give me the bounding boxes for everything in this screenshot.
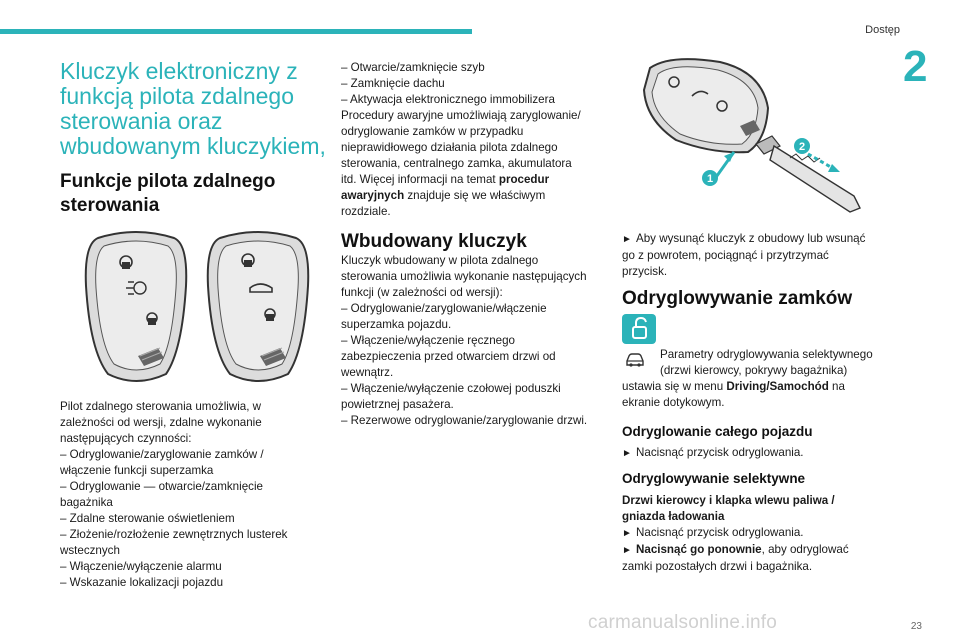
selective-setting-note-cont: ustawia się w menu Driving/Samochód na ekranie dotykowym.	[622, 380, 845, 409]
chapter-number: 2	[903, 42, 928, 91]
key-extraction-illustration	[630, 48, 880, 220]
arrow-bullet-icon: ►	[622, 234, 632, 245]
arrow-2-icon	[808, 154, 840, 172]
remote-keys-illustration	[76, 226, 316, 391]
callout-1	[702, 170, 718, 186]
page-number: 23	[910, 621, 922, 632]
arrow-bullet-icon: ►	[622, 528, 632, 539]
key-fob-right-icon	[208, 232, 309, 381]
watermark: carmanualsonline.info	[588, 612, 778, 633]
key-fob-icon	[644, 59, 768, 152]
remote-functions-continued: – Otwarcie/zamknięcie szyb – Zamknięcie dachu – Aktywacja elektronicznego immobilizera Procedury awaryjne umożliwiają zaryglowanie/ odryglowanie zamków w przypadku nieprawidłowego działania pilota zdalnego sterowania, centralnego zamka, akumulatora itd. Więcej informacji na temat procedur awaryjnych znajduje się we właściwym rozdziale.	[341, 61, 581, 218]
key-extraction-text: ► Aby wysunąć kluczyk z obudowy lub wsunąć go z powrotem, pociągnąć i przytrzymać przycisk.	[622, 232, 866, 278]
page-title: Kluczyk elektroniczny z funkcją pilota zdalnego sterowania oraz wbudowanym kluczykiem,	[60, 58, 326, 159]
section-name: Dostęp	[865, 24, 900, 36]
unlock-icon	[622, 314, 656, 344]
header-accent-bar	[0, 29, 472, 34]
svg-text:2: 2	[798, 141, 806, 153]
arrow-bullet-icon: ►	[622, 545, 632, 556]
heading-selective-unlock: Odryglowywanie selektywne	[622, 471, 806, 486]
full-unlock-step: ► Nacisnąć przycisk odryglowania.	[622, 445, 892, 462]
arrow-bullet-icon: ►	[622, 448, 632, 459]
svg-text:1: 1	[706, 173, 714, 185]
callout-2	[794, 138, 810, 154]
built-in-key-text: Kluczyk wbudowany w pilota zdalnego sterowania umożliwia wykonanie następujących funkcji (w zależności od wersji): – Odryglowanie/zaryglowanie/włączenie superzamka pojazdu. – Włączenie/wyłączenie ręcznego zabezpieczenia przed otwarciem drzwi od wewnątrz. – Włączenie/wyłączenie czołowej poduszki powietrznej pasażera. – Rezerwowe odryglowanie/zaryglowanie drzwi.	[341, 254, 588, 427]
selective-setting-note: Parametry odryglowywania selektywnego (drzwi kierowcy, pokrywy bagażnika)	[660, 348, 873, 377]
heading-unlocking: Odryglowywanie zamków	[622, 288, 853, 309]
heading-remote-functions: Funkcje pilota zdalnego sterowania	[60, 171, 276, 216]
selective-unlock-text: Drzwi kierowcy i klapka wlewu paliwa / gniazda ładowania ► Nacisnąć przycisk odryglowania. ► Nacisnąć go ponownie, aby odryglować zamki pozostałych drzwi i bagażnika.	[622, 494, 849, 573]
heading-built-in-key: Wbudowany kluczyk	[341, 231, 527, 252]
heading-full-unlock: Odryglowanie całego pojazdu	[622, 424, 813, 439]
remote-functions-text: Pilot zdalnego sterowania umożliwia, w zależności od wersji, zdalne wykonanie następujących czynności: – Odryglowanie/zaryglowanie zamków / włączenie funkcji superzamka – Odryglowanie — otwarcie/zamknięcie bagażnika – Zdalne sterowanie oświetleniem – Złożenie/rozłożenie zewnętrznych lusterek wstecznych – Włączenie/wyłączenie alarmu – Wskazanie lokalizacji pojazdu	[60, 400, 288, 589]
car-icon	[624, 351, 646, 369]
key-fob-left-icon	[86, 232, 187, 381]
